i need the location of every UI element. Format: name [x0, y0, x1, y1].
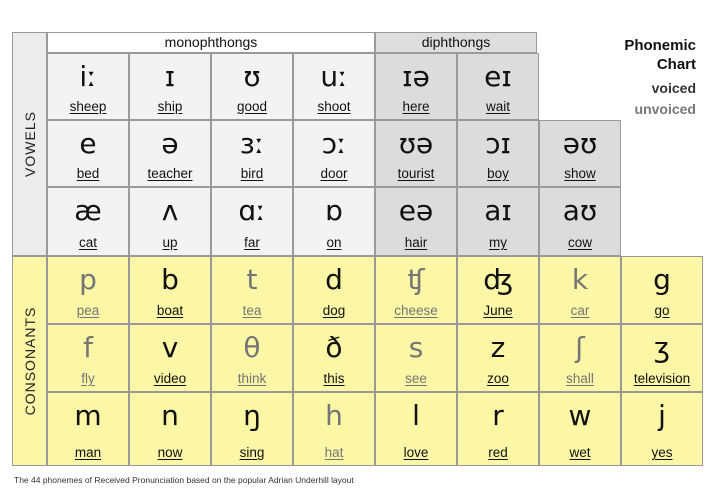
phoneme-cell — [293, 392, 375, 466]
example-word: show — [564, 166, 596, 181]
phoneme-cell — [375, 392, 457, 466]
phoneme-cell — [129, 324, 211, 392]
example-word: ship — [157, 99, 183, 114]
example-word: pea — [76, 303, 100, 318]
phoneme-symbol: f — [83, 331, 93, 364]
example-word: cow — [567, 235, 592, 250]
example-word: tourist — [397, 166, 435, 181]
diphthongs-header: diphthongs — [375, 32, 537, 53]
chart-title — [624, 36, 696, 74]
example-word: teacher — [147, 166, 193, 181]
example-word: up — [162, 235, 178, 250]
phoneme-cell — [457, 256, 539, 324]
phoneme-cell — [539, 256, 621, 324]
example-word: red — [488, 445, 508, 460]
chart-title-line2: Chart — [656, 56, 696, 73]
phoneme-cell — [457, 187, 539, 256]
phoneme-cell — [375, 187, 457, 256]
phoneme-symbol: ɪ — [164, 60, 176, 93]
phoneme-cell — [539, 187, 621, 256]
phoneme-cell — [457, 120, 539, 187]
vowels-side-band — [12, 32, 47, 256]
example-word: yes — [651, 445, 673, 460]
phoneme-symbol: p — [79, 263, 97, 296]
phoneme-cell — [211, 187, 293, 256]
phoneme-symbol: ʊ — [243, 60, 261, 93]
example-word: on — [326, 235, 342, 250]
phoneme-symbol: ɪə — [402, 60, 430, 93]
phoneme-cell — [211, 120, 293, 187]
phoneme-symbol: ð — [325, 331, 343, 364]
phoneme-symbol: aʊ — [562, 194, 598, 227]
example-word: June — [483, 303, 513, 318]
example-word: man — [74, 445, 102, 460]
phoneme-cell — [457, 53, 539, 120]
phoneme-cell — [621, 324, 703, 392]
phoneme-symbol: ɔː — [321, 127, 347, 160]
phoneme-symbol: ʧ — [407, 263, 425, 296]
phoneme-symbol: ɔɪ — [485, 127, 511, 160]
phoneme-symbol: g — [653, 263, 671, 296]
example-word: shall — [566, 371, 594, 386]
example-word: shoot — [317, 99, 351, 114]
footnote: The 44 phonemes of Received Pronunciation based on the popular Adrian Underhill layout — [14, 475, 354, 485]
phoneme-symbol: ə — [161, 127, 179, 160]
phoneme-cell — [47, 53, 129, 120]
phoneme-symbol: iː — [79, 60, 97, 93]
phoneme-symbol: l — [412, 399, 420, 432]
vowels-label: VOWELS — [21, 111, 38, 177]
phoneme-cell — [293, 324, 375, 392]
phoneme-symbol: əʊ — [562, 127, 598, 160]
phoneme-symbol: eə — [398, 194, 434, 227]
phoneme-cell — [47, 324, 129, 392]
phoneme-symbol: aɪ — [484, 194, 512, 227]
example-word: sheep — [69, 99, 107, 114]
phoneme-symbol: ɑː — [238, 194, 266, 227]
example-word: fly — [81, 371, 95, 386]
phoneme-symbol: z — [490, 331, 506, 364]
phoneme-cell — [539, 120, 621, 187]
example-word: video — [153, 371, 187, 386]
legend-unvoiced: unvoiced — [634, 101, 696, 117]
phoneme-cell — [129, 53, 211, 120]
phoneme-symbol: r — [492, 399, 504, 432]
example-word: now — [157, 445, 183, 460]
phoneme-symbol: uː — [320, 60, 348, 93]
phoneme-symbol: ʤ — [483, 263, 513, 296]
example-word: cat — [78, 235, 97, 250]
phoneme-symbol: k — [571, 263, 589, 296]
phoneme-symbol: j — [658, 399, 666, 432]
phoneme-cell — [375, 324, 457, 392]
phoneme-cell — [375, 256, 457, 324]
example-word: hat — [324, 445, 344, 460]
phoneme-cell — [211, 324, 293, 392]
phoneme-symbol: æ — [74, 194, 102, 227]
example-word: see — [405, 371, 427, 386]
example-word: sing — [239, 445, 265, 460]
example-word: boy — [487, 166, 509, 181]
phoneme-symbol: t — [246, 263, 258, 296]
phoneme-cell — [47, 256, 129, 324]
example-word: my — [489, 235, 507, 250]
phoneme-symbol: s — [408, 331, 424, 364]
phoneme-symbol: ʒ — [653, 331, 671, 364]
example-word: here — [402, 99, 430, 114]
example-word: tea — [242, 303, 262, 318]
phoneme-cell — [293, 53, 375, 120]
phoneme-cell — [129, 120, 211, 187]
phoneme-cell — [293, 187, 375, 256]
example-word: wait — [485, 99, 510, 114]
phoneme-symbol: v — [161, 331, 179, 364]
consonants-label: CONSONANTS — [21, 306, 38, 416]
monophthongs-header: monophthongs — [47, 32, 375, 53]
phoneme-symbol: w — [568, 399, 592, 432]
phoneme-cell — [293, 120, 375, 187]
example-word: think — [237, 371, 267, 386]
phoneme-cell — [129, 187, 211, 256]
phoneme-symbol: b — [161, 263, 179, 296]
phoneme-cell — [457, 324, 539, 392]
phoneme-symbol: θ — [243, 331, 261, 364]
phoneme-cell — [47, 120, 129, 187]
phoneme-cell — [621, 392, 703, 466]
phoneme-cell — [211, 392, 293, 466]
phoneme-cell — [457, 392, 539, 466]
example-word: cheese — [394, 303, 438, 318]
example-word: this — [323, 371, 345, 386]
example-word: hair — [404, 235, 428, 250]
phoneme-symbol: ʊə — [398, 127, 434, 160]
phoneme-cell — [129, 392, 211, 466]
phoneme-symbol: m — [74, 399, 102, 432]
phoneme-cell — [293, 256, 375, 324]
phoneme-cell — [211, 256, 293, 324]
phoneme-symbol: h — [325, 399, 343, 432]
example-word: far — [244, 235, 260, 250]
phoneme-symbol: eɪ — [484, 60, 512, 93]
phoneme-cell — [375, 120, 457, 187]
consonants-side-band — [12, 256, 47, 466]
phoneme-symbol: d — [325, 263, 343, 296]
example-word: dog — [322, 303, 346, 318]
phoneme-symbol: ʃ — [575, 331, 585, 364]
phoneme-symbol: ʌ — [161, 194, 179, 227]
phoneme-cell — [47, 187, 129, 256]
phoneme-symbol: n — [161, 399, 179, 432]
example-word: go — [654, 303, 670, 318]
example-word: love — [403, 445, 429, 460]
legend-voiced: voiced — [651, 80, 696, 96]
phoneme-symbol: ɜː — [239, 127, 265, 160]
example-word: bed — [76, 166, 100, 181]
example-word: zoo — [487, 371, 509, 386]
phoneme-cell — [621, 256, 703, 324]
phoneme-symbol: ɒ — [325, 194, 343, 227]
example-word: car — [570, 303, 590, 318]
phoneme-cell — [539, 392, 621, 466]
phoneme-cell — [129, 256, 211, 324]
example-word: television — [633, 371, 691, 386]
example-word: wet — [569, 445, 591, 460]
example-word: bird — [240, 166, 264, 181]
example-word: door — [320, 166, 348, 181]
phoneme-cell — [47, 392, 129, 466]
phoneme-symbol: ŋ — [243, 399, 261, 432]
phoneme-cell — [375, 53, 457, 120]
phoneme-cell — [539, 324, 621, 392]
example-word: boat — [156, 303, 184, 318]
phoneme-symbol: e — [79, 127, 97, 160]
phoneme-cell — [211, 53, 293, 120]
chart-title-line1: Phonemic — [624, 37, 696, 54]
example-word: good — [236, 99, 268, 114]
